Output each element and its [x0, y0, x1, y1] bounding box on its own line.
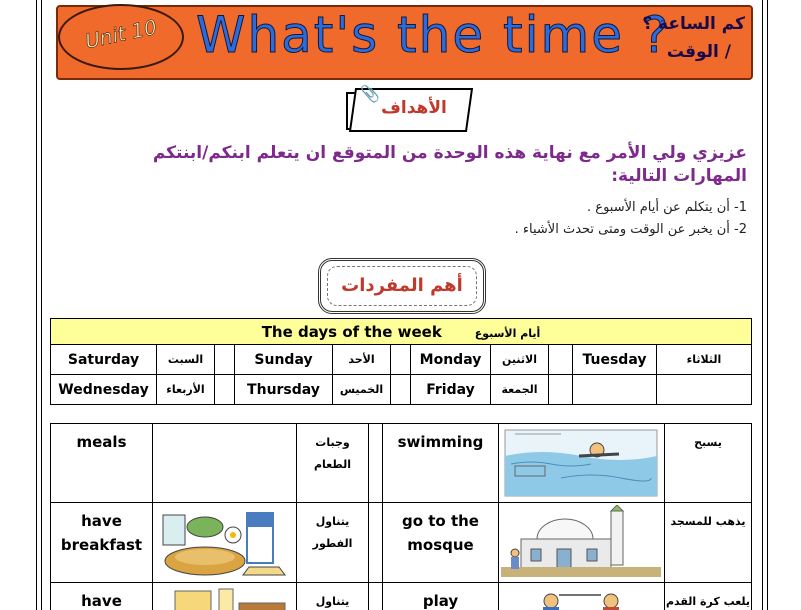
- table-row: [51, 503, 752, 583]
- header-english: The days of the week: [261, 322, 442, 341]
- page-frame-line: [36, 0, 37, 610]
- page-frame-line: [41, 0, 42, 610]
- day-en: Sunday: [235, 345, 333, 375]
- day-ar: السبت: [157, 345, 215, 375]
- table-header: [51, 319, 752, 345]
- vocab-picture: [153, 503, 297, 583]
- day-ar: الأحد: [333, 345, 391, 375]
- day-en: Tuesday: [573, 345, 657, 375]
- gap-cell: [369, 424, 383, 503]
- header-arabic: أيام الأسبوع: [474, 326, 541, 340]
- objectives-intro: عزيزي ولي الأمر مع نهاية هذه الوحدة من المتوقع ان يتعلم ابنكم/ابنتكم المهارات التالية:: [152, 143, 747, 186]
- arabic-title-line1: كم الساعة ؟: [642, 14, 745, 34]
- unit-label: Unit 10: [83, 14, 159, 54]
- mosque-icon: [501, 505, 661, 579]
- objective-item: 2- أن يخبر عن الوقت ومتى تحدث الأشياء .: [514, 222, 747, 237]
- vocab-ar: وجبات الطعام: [297, 424, 369, 503]
- day-en: Wednesday: [51, 375, 157, 405]
- gap-cell: [369, 503, 383, 583]
- table-jug-icon: [155, 585, 293, 610]
- day-en: Thursday: [235, 375, 333, 405]
- breakfast-food-icon: [155, 505, 293, 579]
- table-row: [51, 424, 752, 503]
- empty-cell: [573, 375, 657, 405]
- vocab-picture-empty: [153, 424, 297, 503]
- vocab-picture: [499, 503, 665, 583]
- vocab-ar: يتناول: [297, 583, 369, 610]
- table-row: [51, 583, 752, 610]
- arabic-title-line2: / الوقت: [666, 42, 731, 62]
- gap-cell: [549, 345, 573, 375]
- vocab-ar: يتناول الفطور: [297, 503, 369, 583]
- vocab-picture: [153, 583, 297, 610]
- table-header-row: [51, 319, 752, 345]
- gap-cell: [369, 583, 383, 610]
- day-en: Monday: [411, 345, 491, 375]
- table-row: [51, 345, 752, 375]
- swimming-pool-icon: [501, 426, 661, 500]
- vocab-en: have: [51, 583, 153, 610]
- vocab-ar: يلعب كرة القدم: [665, 583, 752, 610]
- day-ar: الاثنين: [491, 345, 549, 375]
- days-of-week-table: [50, 318, 752, 405]
- day-ar: الأربعاء: [157, 375, 215, 405]
- vocab-ar: يسبح: [665, 424, 752, 503]
- gap-cell: [549, 375, 573, 405]
- objectives-label-box: [346, 84, 476, 134]
- table-row: [51, 375, 752, 405]
- vocabulary-label: أهم المفردات: [341, 275, 463, 296]
- objective-item: 1- أن يتكلم عن أيام الأسبوع .: [587, 200, 747, 215]
- vocabulary-label-box: [318, 258, 486, 314]
- vocab-picture: [499, 583, 665, 610]
- gap-cell: [215, 375, 235, 405]
- paperclip-icon: 📎: [360, 84, 380, 103]
- vocabulary-table: [50, 423, 752, 610]
- gap-cell: [215, 345, 235, 375]
- day-en: Saturday: [51, 345, 157, 375]
- vocab-en: play: [383, 583, 499, 610]
- day-ar: الجمعة: [491, 375, 549, 405]
- vocab-picture: [499, 424, 665, 503]
- gap-cell: [391, 375, 411, 405]
- day-ar: الثلاثاء: [657, 345, 752, 375]
- objectives-label: الأهداف: [381, 98, 447, 118]
- gap-cell: [391, 345, 411, 375]
- page-title: What's the time ?: [196, 6, 671, 64]
- vocab-en: swimming: [383, 424, 499, 503]
- page-frame-line: [762, 0, 763, 610]
- vocab-en: go to the mosque: [383, 503, 499, 583]
- page-frame-line: [767, 0, 768, 610]
- day-ar: الخميس: [333, 375, 391, 405]
- vocab-ar: يذهب للمسجد: [665, 503, 752, 583]
- empty-cell: [657, 375, 752, 405]
- football-players-icon: [501, 585, 661, 610]
- vocab-en: meals: [51, 424, 153, 503]
- vocab-en: have breakfast: [51, 503, 153, 583]
- day-en: Friday: [411, 375, 491, 405]
